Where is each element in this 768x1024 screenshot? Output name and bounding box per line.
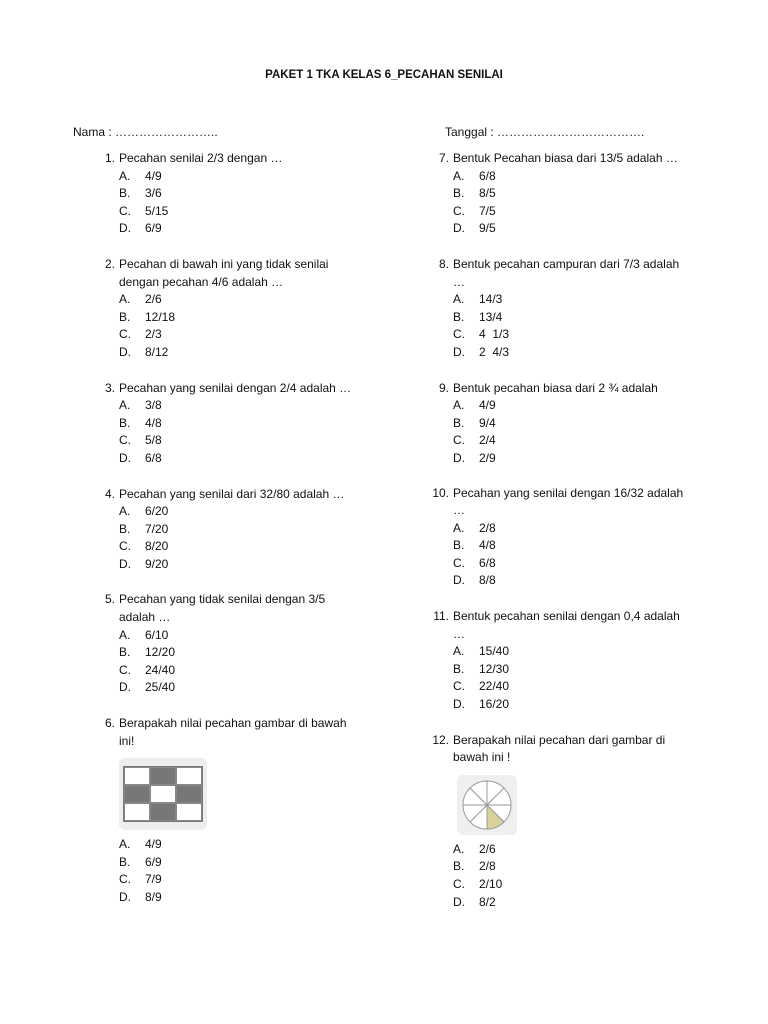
option-letter: B. <box>453 661 465 676</box>
question-item <box>93 486 393 574</box>
answer-option <box>427 326 727 344</box>
option-letter: C. <box>453 203 465 218</box>
answer-option <box>427 291 727 309</box>
question-number: 2. <box>104 256 115 271</box>
grid-cell <box>124 803 150 821</box>
option-letter: A. <box>119 398 131 413</box>
option-letter: C. <box>119 662 131 677</box>
question-number: 8. <box>438 256 449 271</box>
answer-option <box>93 220 393 238</box>
question-number: 4. <box>104 486 115 501</box>
tanggal-field: Tanggal : ………………………………. <box>445 125 645 139</box>
question-item <box>93 715 393 907</box>
answer-option <box>427 858 727 876</box>
answer-option <box>427 344 727 362</box>
option-letter: B. <box>119 186 131 201</box>
answer-option <box>427 168 727 186</box>
answer-options <box>427 397 727 467</box>
option-text: 2/8 <box>479 859 496 874</box>
option-letter: A. <box>119 168 131 183</box>
option-text: 5/15 <box>145 203 169 218</box>
option-letter: A. <box>119 504 131 519</box>
option-letter: A. <box>453 168 465 183</box>
question-number: 12. <box>432 732 449 747</box>
answer-option <box>427 203 727 221</box>
option-text: 4 1/3 <box>479 327 510 342</box>
option-letter: D. <box>119 450 131 465</box>
option-text: 22/40 <box>479 679 510 694</box>
question-item <box>93 380 393 468</box>
option-text: 4/9 <box>145 168 162 183</box>
option-letter: D. <box>119 890 131 904</box>
option-letter: C. <box>453 877 465 891</box>
question-number: 5. <box>104 592 115 607</box>
answer-option <box>427 397 727 415</box>
question-item <box>427 608 727 714</box>
option-letter: C. <box>119 872 131 887</box>
option-text: 8/5 <box>479 186 496 201</box>
grid-cell <box>124 785 150 803</box>
page-title: PAKET 1 TKA KELAS 6_PECAHAN SENILAI <box>265 69 503 81</box>
option-letter: D. <box>453 894 465 909</box>
option-letter: B. <box>453 415 465 430</box>
option-text: 9/4 <box>479 415 496 430</box>
option-text: 2/9 <box>479 450 496 465</box>
option-letter: A. <box>453 841 465 856</box>
answer-options <box>93 291 393 361</box>
option-letter: A. <box>119 627 131 642</box>
option-text: 7/9 <box>145 872 162 887</box>
answer-option <box>427 450 727 468</box>
answer-option <box>93 503 393 521</box>
answer-option <box>93 203 393 221</box>
question-text: Bentuk Pecahan biasa dari 13/5 adalah … <box>453 151 678 165</box>
option-letter: C. <box>453 679 465 694</box>
question-text: Bentuk pecahan campuran dari 7/3 adalah … <box>453 256 680 289</box>
option-letter: C. <box>119 433 131 448</box>
answer-option <box>93 432 393 450</box>
answer-option <box>93 291 393 309</box>
grid-cell <box>150 785 176 803</box>
question-text: Pecahan yang senilai dengan 16/32 adalah … <box>453 485 684 518</box>
grid-figure <box>119 758 207 830</box>
option-text: 8/9 <box>145 890 162 904</box>
option-text: 13/4 <box>479 309 503 324</box>
option-text: 3/8 <box>145 398 162 413</box>
answer-options <box>427 520 727 590</box>
question-number: 1. <box>104 151 115 165</box>
option-letter: A. <box>453 520 465 535</box>
option-text: 6/10 <box>145 627 169 642</box>
grid-cell <box>176 767 202 785</box>
option-text: 5/8 <box>145 433 162 448</box>
option-letter: A. <box>119 292 131 307</box>
option-letter: A. <box>119 837 131 852</box>
answer-options <box>427 168 727 238</box>
grid-cell <box>150 803 176 821</box>
question-text: Bentuk pecahan senilai dengan 0,4 adalah … <box>453 609 680 641</box>
option-text: 8/20 <box>145 539 169 554</box>
option-text: 8/8 <box>479 573 496 588</box>
option-text: 2/10 <box>479 877 503 891</box>
option-text: 14/3 <box>479 292 503 307</box>
question-text: Pecahan senilai 2/3 dengan … <box>119 151 283 165</box>
answer-option <box>93 415 393 433</box>
answer-option <box>93 644 393 662</box>
grid-cell <box>176 785 202 803</box>
question-item <box>427 732 727 912</box>
option-letter: B. <box>453 309 465 324</box>
question-number: 3. <box>104 380 115 395</box>
answer-option <box>93 627 393 645</box>
answer-options <box>93 397 393 467</box>
option-text: 7/5 <box>479 203 496 218</box>
option-text: 2 4/3 <box>479 344 510 359</box>
question-item <box>427 150 727 238</box>
grid-cell <box>124 767 150 785</box>
option-letter: B. <box>119 645 131 660</box>
answer-option <box>427 415 727 433</box>
option-letter: D. <box>453 697 465 712</box>
question-item <box>93 256 393 362</box>
option-letter: D. <box>453 221 465 236</box>
option-text: 2/4 <box>479 433 496 448</box>
option-letter: C. <box>453 327 465 342</box>
answer-option <box>93 556 393 574</box>
option-text: 2/8 <box>479 520 496 535</box>
question-text: Pecahan yang senilai dengan 2/4 adalah … <box>119 380 352 395</box>
option-letter: C. <box>119 203 131 218</box>
answer-options <box>93 168 393 238</box>
answer-option <box>427 678 727 696</box>
answer-option <box>93 326 393 344</box>
answer-options <box>427 841 727 911</box>
answer-option <box>427 876 727 894</box>
option-letter: B. <box>119 415 131 430</box>
option-letter: D. <box>119 344 131 359</box>
option-text: 4/9 <box>479 398 496 413</box>
nama-field: Nama : …………………….. <box>73 125 218 139</box>
option-text: 12/30 <box>479 661 510 676</box>
answer-option <box>93 662 393 680</box>
answer-option <box>93 679 393 697</box>
answer-option <box>93 450 393 468</box>
answer-options <box>93 503 393 573</box>
option-text: 6/20 <box>145 504 169 519</box>
option-text: 9/5 <box>479 221 496 236</box>
question-text: Berapakah nilai pecahan dari gambar di bawah ini ! <box>453 732 666 765</box>
question-number: 6. <box>104 716 115 731</box>
question-text: Pecahan yang tidak senilai dengan 3/5 adalah … <box>119 592 326 625</box>
answer-option <box>427 220 727 238</box>
answer-option <box>93 397 393 415</box>
answer-option <box>427 661 727 679</box>
question-text: Bentuk pecahan biasa dari 2 ¾ adalah <box>453 380 658 395</box>
answer-option <box>93 168 393 186</box>
answer-option <box>93 854 393 872</box>
answer-option <box>93 185 393 203</box>
answer-option <box>427 696 727 714</box>
answer-option <box>427 643 727 661</box>
option-letter: B. <box>453 538 465 553</box>
option-text: 25/40 <box>145 680 176 695</box>
answer-option <box>93 889 393 907</box>
answer-option <box>427 572 727 590</box>
question-number: 9. <box>438 380 449 395</box>
question-item <box>93 150 393 238</box>
question-item <box>427 256 727 362</box>
grid-cell <box>176 803 202 821</box>
option-text: 24/40 <box>145 662 176 677</box>
question-item <box>93 591 393 697</box>
question-text: Pecahan di bawah ini yang tidak senilai dengan pecahan 4/6 adalah … <box>119 256 329 289</box>
option-letter: D. <box>453 573 465 588</box>
answer-option <box>93 871 393 889</box>
option-letter: C. <box>453 555 465 570</box>
answer-options <box>93 836 393 906</box>
answer-option <box>427 185 727 203</box>
option-letter: D. <box>453 450 465 465</box>
option-letter: B. <box>119 309 131 324</box>
option-letter: C. <box>119 539 131 554</box>
answer-option <box>427 537 727 555</box>
grid-3x3 <box>123 766 203 822</box>
answer-option <box>427 309 727 327</box>
option-text: 8/12 <box>145 344 169 359</box>
option-text: 3/6 <box>145 186 162 201</box>
option-text: 16/20 <box>479 697 510 712</box>
option-text: 12/20 <box>145 645 176 660</box>
question-text: Berapakah nilai pecahan gambar di bawah ini! <box>119 716 347 748</box>
answer-options <box>427 643 727 713</box>
answer-options <box>427 291 727 361</box>
option-letter: D. <box>453 344 465 359</box>
option-letter: C. <box>119 327 131 342</box>
option-letter: B. <box>119 854 131 869</box>
option-text: 4/9 <box>145 837 162 852</box>
answer-option <box>93 836 393 854</box>
grid-cell <box>150 767 176 785</box>
question-number: 7. <box>438 151 449 165</box>
option-text: 2/6 <box>479 841 496 856</box>
option-text: 9/20 <box>145 556 169 571</box>
option-text: 2/6 <box>145 292 162 307</box>
option-text: 15/40 <box>479 644 510 659</box>
option-text: 6/8 <box>479 168 496 183</box>
question-item <box>427 380 727 468</box>
answer-option <box>93 521 393 539</box>
option-text: 6/8 <box>145 450 162 465</box>
answer-option <box>93 309 393 327</box>
question-number: 10. <box>432 485 449 500</box>
answer-option <box>93 538 393 556</box>
option-letter: D. <box>119 556 131 571</box>
question-item <box>427 485 727 591</box>
option-text: 6/8 <box>479 555 496 570</box>
option-letter: D. <box>119 221 131 236</box>
option-letter: A. <box>453 398 465 413</box>
answer-options <box>93 627 393 697</box>
option-text: 2/3 <box>145 327 162 342</box>
left-question-column <box>93 150 393 925</box>
right-question-column <box>427 150 727 929</box>
option-text: 6/9 <box>145 221 162 236</box>
pie-figure <box>457 775 517 835</box>
option-letter: C. <box>453 433 465 448</box>
question-text: Pecahan yang senilai dari 32/80 adalah … <box>119 486 345 501</box>
option-text: 4/8 <box>479 538 496 553</box>
option-letter: B. <box>453 859 465 874</box>
option-letter: A. <box>453 292 465 307</box>
answer-option <box>427 555 727 573</box>
option-text: 12/18 <box>145 309 176 324</box>
option-text: 4/8 <box>145 415 162 430</box>
question-number: 11. <box>433 609 449 624</box>
answer-option <box>93 344 393 362</box>
answer-option <box>427 520 727 538</box>
answer-option <box>427 432 727 450</box>
option-letter: D. <box>119 680 131 695</box>
option-text: 7/20 <box>145 521 169 536</box>
option-letter: A. <box>453 644 465 659</box>
answer-option <box>427 894 727 912</box>
option-text: 8/2 <box>479 894 496 909</box>
pie-chart <box>461 779 513 831</box>
option-letter: B. <box>119 521 131 536</box>
answer-option <box>427 841 727 859</box>
option-letter: B. <box>453 186 465 201</box>
option-text: 6/9 <box>145 854 162 869</box>
